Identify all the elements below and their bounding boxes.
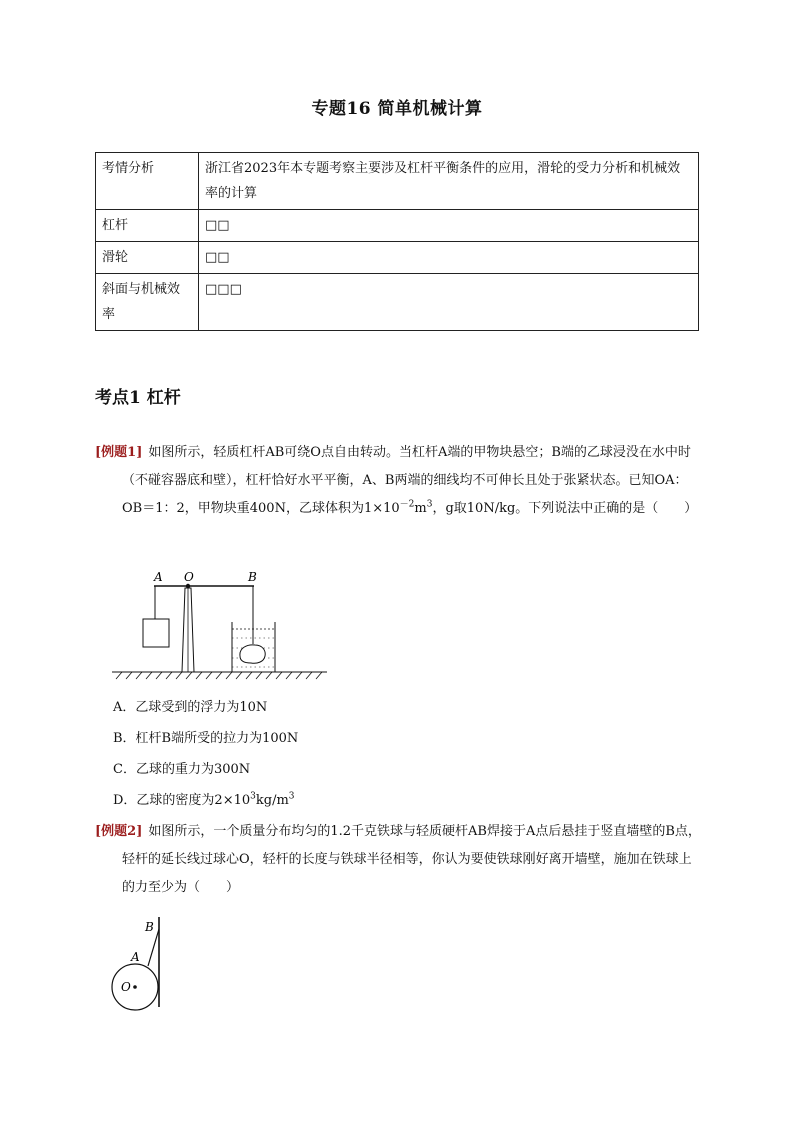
example-2-tag: [例题2] (95, 824, 143, 839)
ball-center (133, 985, 137, 989)
table-row (96, 210, 699, 242)
example-1-tail: ，g取10N/kg。下列说法中正确的是（ ） (432, 501, 698, 516)
example-1-text (95, 439, 702, 523)
option-d-unit-exponent: 3 (288, 791, 295, 802)
label-a: A (154, 570, 163, 584)
block-jia (143, 619, 169, 647)
option-d-unit: kg/m (255, 793, 289, 808)
example-1-unit: m (414, 501, 427, 516)
option-d-exponent: 3 (250, 791, 256, 802)
table-cell-content: □□ (199, 210, 699, 242)
example-1 (95, 439, 702, 523)
lever-figure (112, 568, 332, 680)
label-b: B (145, 920, 154, 934)
label-a: A (131, 950, 140, 964)
option-b: B．杠杆B端所受的拉力为100N (113, 731, 299, 746)
option-c: C．乙球的重力为300N (113, 762, 251, 777)
label-b: B (248, 570, 257, 584)
section-title: 考点1 杠杆 (95, 388, 181, 408)
table-cell-content: □□ (199, 242, 699, 274)
label-o: O (184, 570, 194, 584)
table-row (96, 274, 699, 331)
example-1-options (113, 692, 298, 816)
option-d-text: D．乙球的密度为2×10 (113, 793, 251, 808)
ground-hatching (116, 672, 322, 679)
example-1-body: 如图所示，轻质杠杆AB可绕O点自由转动。当杠杆A端的甲物块悬空；B端的乙球浸没在水中时（不碰容器底和壁），杠杆恰好水平平衡，A、B两端的细线均不可伸长且处于张紧状态。已知OA：OB＝1：2，甲物块重400N，乙球体积为1×10 (122, 445, 691, 516)
page-title: 专题16 简单机械计算 (311, 99, 483, 119)
example-2 (95, 818, 702, 902)
example-1-exponent: －2 (399, 499, 415, 510)
table-cell-content: □□□ (199, 274, 699, 331)
ball-yi (240, 645, 265, 663)
table-cell-label: 斜面与机械效率 (96, 274, 199, 331)
table-cell-label: 考情分析 (96, 153, 199, 210)
option-d (113, 785, 298, 816)
iron-ball-figure (106, 915, 176, 1011)
table-row (96, 242, 699, 274)
example-2-text (95, 818, 702, 902)
label-o: O (121, 980, 131, 994)
example-1-unit-exponent: 3 (426, 499, 433, 510)
example-1-tag: [例题1] (95, 445, 143, 460)
table-row (96, 153, 699, 210)
table-cell-label: 滑轮 (96, 242, 199, 274)
table-cell-label: 杠杆 (96, 210, 199, 242)
summary-table (95, 152, 699, 331)
rod-ab (148, 929, 159, 966)
option-a: A．乙球受到的浮力为10N (113, 700, 268, 715)
example-2-body: 如图所示，一个质量分布均匀的1.2千克铁球与轻质硬杆AB焊接于A点后悬挂于竖直墙壁的B点，轻杆的延长线过球心O，轻杆的长度与铁球半径相等，你认为要使铁球刚好离开墙壁，施加在铁球上的力至少为（ ） (122, 824, 701, 895)
table-cell-content: 浙江省2023年本专题考察主要涉及杠杆平衡条件的应用，滑轮的受力分析和机械效率的计算 (199, 153, 699, 210)
